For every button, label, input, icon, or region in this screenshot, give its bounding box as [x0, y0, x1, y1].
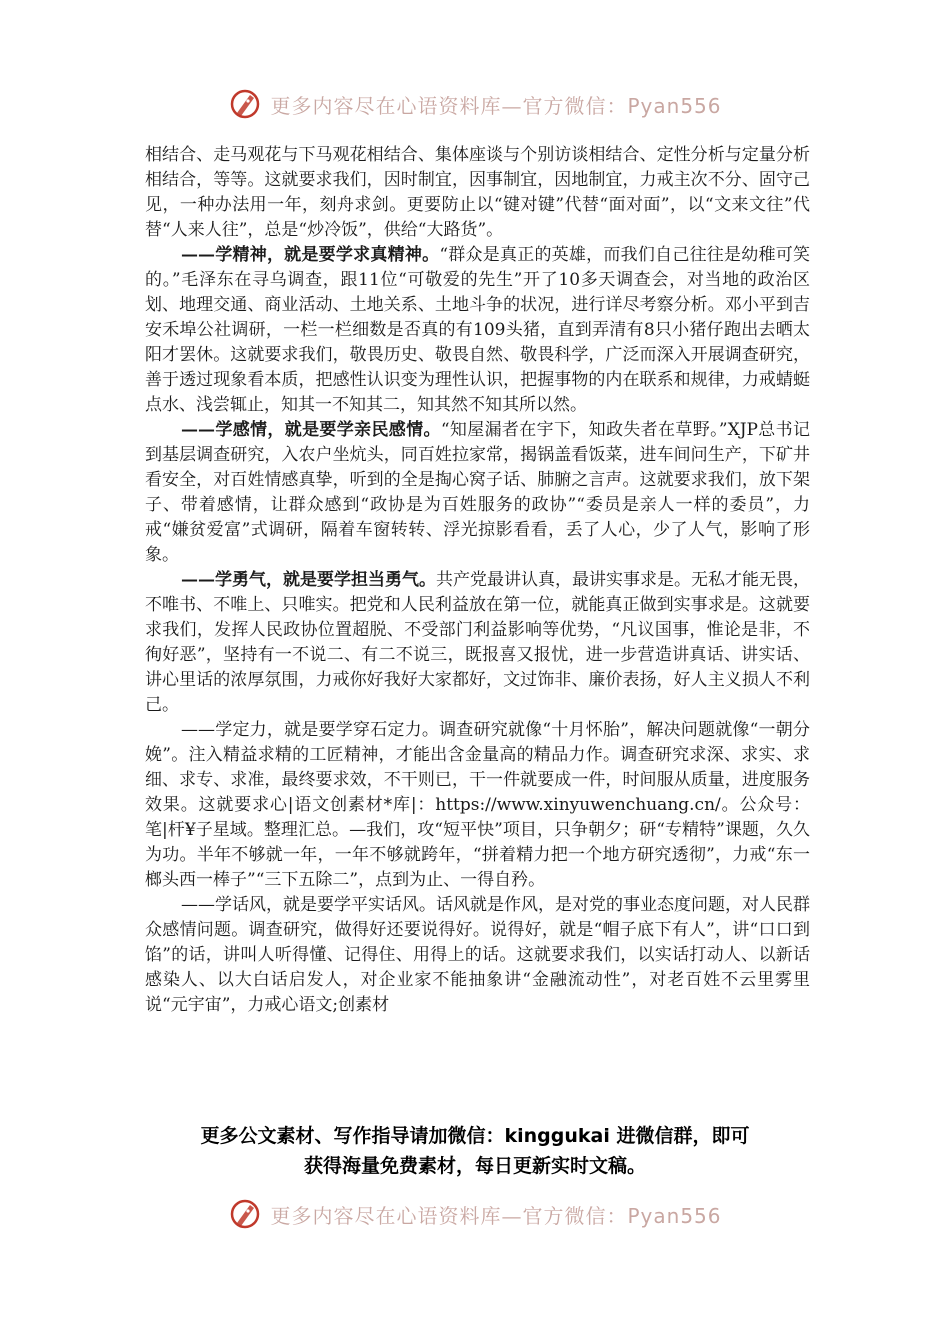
footer-banner-text [270, 1200, 721, 1229]
promo-line-1: 更多公文素材、写作指导请加微信：kinggukai 进微信群，即可 [200, 1125, 750, 1147]
pen-nib-logo-icon [228, 1197, 262, 1231]
paragraph-3 [145, 418, 810, 568]
paragraph-4-heading: ——学勇气，就是要学担当勇气。 [181, 570, 436, 590]
pen-nib-logo-icon [228, 87, 262, 121]
paragraph-6: ——学话风，就是要学平实话风。话风就是作风，是对党的事业态度问题，对人民群众感情问题。调查研究，做得好还要说得好。说得好，就是“帽子底下有人”，讲“口口到馅”的话，讲叫人听得懂、记得住、用得上的话。这就要求我们，以实话打动人、以新话感染人、以大白话启发人，对企业家不能抽象讲“金融流动性”，对老百姓不云里雾里说“元宇宙”，力戒心语文;创素材 [145, 895, 810, 1015]
header-banner-text [270, 90, 721, 119]
paragraph-2-text: “群众是真正的英雄，而我们自己往往是幼稚可笑的。”毛泽东在寻乌调查，跟11位“可敬爱的先生”开了10多天调查会，对当地的政治区划、地理交通、商业活动、土地关系、土地斗争的状况，进行详尽考察分析。邓小平到吉安禾埠公社调研，一栏一栏细数是否真的有109头猪，直到弄清有8只小猪仔跑出去晒太阳才罢休。这就要求我们，敬畏历史、敬畏自然、敬畏科学，广泛而深入开展调查研究，善于透过现象看本质，把感性认识变为理性认识，把握事物的内在联系和规律，力戒蜻蜓点水、浅尝辄止，知其一不知其二，知其然不知其所以然。 [145, 245, 810, 415]
promo-line-2: 获得海量免费素材，每日更新实时文稿。 [303, 1155, 646, 1177]
header-banner-label: 更多内容尽在心语资料库—官方微信： [270, 93, 628, 118]
promo-notice [120, 1121, 830, 1181]
paragraph-2-heading: ——学精神，就是要学求真精神。 [181, 245, 440, 265]
paragraph-5: ——学定力，就是要学穿石定力。调查研究就像“十月怀胎”，解决问题就像“一朝分娩”。注入精益求精的工匠精神，才能出含金量高的精品力作。调查研究求深、求实、求细、求专、求准，最终要求效，不干则已，干一件就要成一件，时间服从质量，进度服务效果。这就要求心|语文创素材*库|：https://www.xinyuwenchuang.cn/。公众号：笔|杆¥子星域。整理汇总。—我们，攻“短平快”项目，只争朝夕；研“专精特”课题，久久为功。半年不够就一年，一年不够就跨年，“拼着精力把一个地方研究透彻”，力戒“东一榔头西一棒子”“三下五除二”，点到为止、一得自矜。 [145, 720, 810, 890]
paragraph-4-text: 共产党最讲认真，最讲实事求是。无私才能无畏，不唯书、不唯上、只唯实。把党和人民利益放在第一位，就能真正做到实事求是。这就要求我们，发挥人民政协位置超脱、不受部门利益影响等优势，“凡议国事，惟论是非，不徇好恶”，坚持有一不说二、有二不说三，既报喜又报忧，进一步营造讲真话、讲实话、讲心里话的浓厚氛围，力戒你好我好大家都好，文过饰非、廉价表扬，好人主义损人不利己。 [145, 570, 810, 715]
footer-banner-label: 更多内容尽在心语资料库—官方微信： [270, 1203, 628, 1228]
paragraph-3-text: “知屋漏者在宇下，知政失者在草野。”XJP总书记到基层调查研究，入农户坐炕头，同百姓拉家常，揭锅盖看饭菜，进车间问生产，下矿井看安全，对百姓情感真挚，听到的全是掏心窝子话、肺腑之言声。这就要求我们，放下架子、带着感情，让群众感到“政协是为百姓服务的政协”“委员是亲人一样的委员”，力戒“嫌贫爱富”式调研，隔着车窗转转、浮光掠影看看，丢了人心，少了人气，影响了形象。 [145, 420, 810, 565]
paragraph-4 [145, 568, 810, 718]
header-wechat-id: Pyan556 [627, 93, 722, 118]
paragraph-2 [145, 243, 810, 418]
footer-banner [0, 1194, 950, 1234]
article-body [145, 143, 810, 1018]
header-banner [0, 84, 950, 124]
paragraph-3-heading: ——学感情，就是要学亲民感情。 [181, 420, 441, 440]
paragraph-1: 相结合、走马观花与下马观花相结合、集体座谈与个别访谈相结合、定性分析与定量分析相结合，等等。这就要求我们，因时制宜，因事制宜，因地制宜，力戒主次不分、固守己见，一种办法用一年，刻舟求剑。更要防止以“键对键”代替“面对面”，以“文来文往”代替“人来人往”，总是“炒冷饭”，供给“大路货”。 [145, 145, 810, 240]
footer-wechat-id: Pyan556 [627, 1203, 722, 1228]
